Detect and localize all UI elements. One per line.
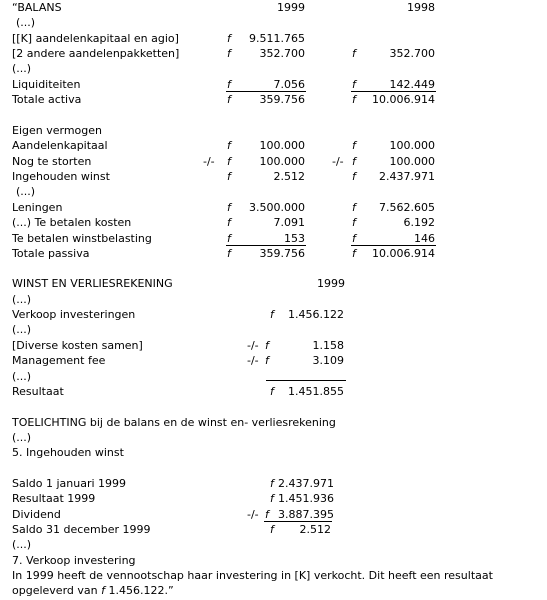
florin-sign: f xyxy=(270,477,274,490)
section-heading: 5. Ingehouden winst xyxy=(12,446,124,459)
balans-row xyxy=(0,246,547,261)
florin-sign: f xyxy=(227,216,231,229)
toelichting-row xyxy=(0,553,547,568)
florin-sign: f xyxy=(270,523,274,536)
row-label: Nog te storten xyxy=(12,155,92,168)
toelichting-row xyxy=(0,507,547,522)
wv-value: 1.456.122 xyxy=(288,308,344,321)
section-heading: 7. Verkoop investering xyxy=(12,554,136,567)
row-label: Management fee xyxy=(12,354,106,367)
florin-sign: f xyxy=(270,385,274,398)
row-label: Verkoop investeringen xyxy=(12,308,136,321)
value-1999: 2.512 xyxy=(273,170,305,183)
balans-row xyxy=(0,154,547,169)
toelichting-row xyxy=(0,491,547,506)
balans-row xyxy=(0,15,547,30)
florin-sign: f xyxy=(265,339,269,352)
toelichting-row xyxy=(0,476,547,491)
value-1998: 2.437.971 xyxy=(379,170,435,183)
row-label: Resultaat 1999 xyxy=(12,492,96,505)
row-label: Dividend xyxy=(12,508,61,521)
florin-sign: f xyxy=(265,354,269,367)
florin-sign: f xyxy=(352,78,356,91)
value-1998: 100.000 xyxy=(389,139,435,152)
wv-value: 1.158 xyxy=(312,339,344,352)
toelichting-value: 3.887.395 xyxy=(278,508,334,521)
florin-sign: f xyxy=(270,492,274,505)
row-label: (...) xyxy=(16,16,36,29)
toelichting-row xyxy=(0,522,547,537)
wv-row xyxy=(0,292,547,307)
wv-row xyxy=(0,338,547,353)
row-label: (...) xyxy=(12,538,32,551)
minus-marker: -/- xyxy=(247,339,259,352)
paragraph-text-end xyxy=(12,584,174,597)
toelichting-value: 2.512 xyxy=(299,523,331,536)
total-rule xyxy=(266,380,346,381)
wv-row xyxy=(0,322,547,337)
value-1998: 352.700 xyxy=(389,47,435,60)
florin-sign: f xyxy=(227,232,231,245)
florin-sign: f xyxy=(227,139,231,152)
florin-sign: f xyxy=(227,201,231,214)
florin-sign: f xyxy=(270,308,274,321)
florin-sign: f xyxy=(265,508,269,521)
minus-marker: -/- xyxy=(247,354,259,367)
florin-sign: f xyxy=(352,247,356,260)
balans-row xyxy=(0,215,547,230)
value-1999: 153 xyxy=(284,232,305,245)
value-1999: 9.511.765 xyxy=(249,32,305,45)
row-label: Aandelenkapitaal xyxy=(12,139,108,152)
florin-sign: f xyxy=(227,78,231,91)
florin-sign: f xyxy=(227,32,231,45)
florin-sign: f xyxy=(227,247,231,260)
paragraph-line xyxy=(0,583,547,598)
florin-sign: f xyxy=(352,155,356,168)
florin-sign: f xyxy=(352,93,356,106)
row-label: Saldo 1 januari 1999 xyxy=(12,477,127,490)
value-1998: 146 xyxy=(414,232,435,245)
florin-sign: f xyxy=(227,47,231,60)
year-1998-header: 1998 xyxy=(407,1,435,14)
toelichting-value: 1.451.936 xyxy=(278,492,334,505)
row-label: [2 andere aandelenpakketten] xyxy=(12,47,180,60)
minus-marker: -/- xyxy=(203,155,215,168)
florin-sign: f xyxy=(227,170,231,183)
value-1998: 6.192 xyxy=(403,216,435,229)
value-1998: 7.562.605 xyxy=(379,201,435,214)
paragraph-text: In 1999 heeft de vennootschap haar investering in [K] verkocht. Dit heeft een resultaat xyxy=(12,569,493,582)
florin-sign: f xyxy=(227,155,231,168)
wv-header xyxy=(0,276,547,291)
row-label: (...) xyxy=(12,62,32,75)
wv-value: 1.451.855 xyxy=(288,385,344,398)
value-1998: 100.000 xyxy=(389,155,435,168)
balans-row xyxy=(0,138,547,153)
value-1999: 359.756 xyxy=(259,93,305,106)
balans-row xyxy=(0,46,547,61)
value-1999: 100.000 xyxy=(259,139,305,152)
balans-header xyxy=(0,0,547,15)
row-label: (...) Te betalen kosten xyxy=(12,216,132,229)
row-label: [Diverse kosten samen] xyxy=(12,339,143,352)
value-1998: 142.449 xyxy=(389,78,435,91)
toelichting-row xyxy=(0,445,547,460)
balans-row xyxy=(0,200,547,215)
value-1998: 10.006.914 xyxy=(372,93,435,106)
value-1999: 7.091 xyxy=(273,216,305,229)
paragraph-text: opgeleverd van xyxy=(12,584,102,597)
balans-row xyxy=(0,231,547,246)
florin-sign: f xyxy=(101,584,105,597)
row-label: (...) xyxy=(12,431,32,444)
row-label: (...) xyxy=(16,185,36,198)
row-label: Eigen vermogen xyxy=(12,124,102,137)
wv-row xyxy=(0,384,547,399)
row-label: Totale activa xyxy=(12,93,82,106)
toelichting-row xyxy=(0,430,547,445)
florin-sign: f xyxy=(352,216,356,229)
wv-title: WINST EN VERLIESREKENING xyxy=(12,277,173,290)
balans-row xyxy=(0,31,547,46)
wv-row xyxy=(0,353,547,368)
row-label: Leningen xyxy=(12,201,63,214)
wv-value: 3.109 xyxy=(312,354,344,367)
florin-sign: f xyxy=(352,232,356,245)
row-label: Te betalen winstbelasting xyxy=(12,232,152,245)
balans-row xyxy=(0,61,547,76)
florin-sign: f xyxy=(352,139,356,152)
paragraph-amount: 1.456.122.” xyxy=(108,584,174,597)
row-label: Totale passiva xyxy=(12,247,90,260)
value-1999: 359.756 xyxy=(259,247,305,260)
minus-marker: -/- xyxy=(332,155,344,168)
wv-year-header: 1999 xyxy=(317,277,345,290)
row-label: [[K] aandelenkapitaal en agio] xyxy=(12,32,179,45)
row-label: (...) xyxy=(12,323,32,336)
value-1999: 352.700 xyxy=(259,47,305,60)
florin-sign: f xyxy=(352,47,356,60)
balans-row xyxy=(0,169,547,184)
balans-row xyxy=(0,77,547,92)
row-label: Ingehouden winst xyxy=(12,170,110,183)
florin-sign: f xyxy=(352,201,356,214)
toelichting-row xyxy=(0,537,547,552)
row-label: Saldo 31 december 1999 xyxy=(12,523,151,536)
florin-sign: f xyxy=(352,170,356,183)
toelichting-header xyxy=(0,415,547,430)
year-1999-header: 1999 xyxy=(277,1,305,14)
wv-row xyxy=(0,307,547,322)
toelichting-value: 2.437.971 xyxy=(278,477,334,490)
balans-title: “BALANS xyxy=(12,1,62,14)
row-label: (...) xyxy=(12,370,32,383)
row-label: (...) xyxy=(12,293,32,306)
florin-sign: f xyxy=(227,93,231,106)
wv-row xyxy=(0,369,547,384)
toelichting-title: TOELICHTING bij de balans en de winst en- verliesrekening xyxy=(12,416,336,429)
value-1999: 100.000 xyxy=(259,155,305,168)
balans-row xyxy=(0,123,547,138)
row-label: Liquiditeiten xyxy=(12,78,81,91)
value-1998: 10.006.914 xyxy=(372,247,435,260)
row-label: Resultaat xyxy=(12,385,64,398)
paragraph-line xyxy=(0,568,547,583)
value-1999: 3.500.000 xyxy=(249,201,305,214)
balans-row xyxy=(0,184,547,199)
value-1999: 7.056 xyxy=(273,78,305,91)
minus-marker: -/- xyxy=(247,508,259,521)
balans-row xyxy=(0,92,547,107)
